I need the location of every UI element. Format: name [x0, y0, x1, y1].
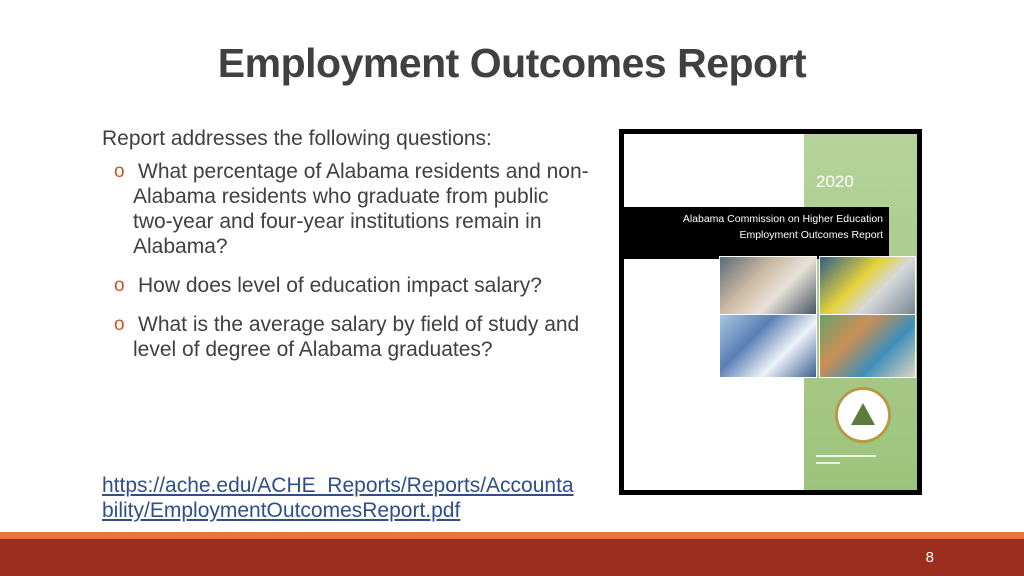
cover-banner [624, 207, 889, 259]
cover-photo-medical [719, 314, 817, 378]
footer-accent-bar [0, 532, 1024, 539]
intro-text: Report addresses the following questions: [102, 127, 492, 150]
bullet-icon: o [114, 161, 125, 182]
bullet-icon: o [114, 314, 125, 335]
cover-photo-classroom [819, 314, 916, 378]
question-list [102, 159, 592, 362]
list-item [114, 312, 590, 362]
list-item [114, 273, 590, 298]
page-number: 8 [925, 549, 934, 566]
cover-photo-workers [819, 256, 916, 320]
question-text: How does level of education impact salary? [138, 274, 542, 297]
question-text: What is the average salary by field of study and level of degree of Alabama graduates? [133, 313, 580, 361]
cover-photo-office [719, 256, 817, 320]
seal-triangle-icon [851, 403, 875, 425]
slide-title: Employment Outcomes Report [217, 40, 807, 86]
cover-banner-line2: Employment Outcomes Report [739, 229, 883, 241]
footer-bar [0, 539, 1024, 576]
report-link[interactable]: https://ache.edu/ACHE_Reports/Reports/Accountability/EmploymentOutcomesReport.pdf [102, 474, 574, 522]
question-text: What percentage of Alabama residents and non-Alabama residents who graduate from public two-year and four-year institutions remain in Alabama? [133, 160, 589, 258]
cover-page [624, 134, 917, 490]
commission-seal-icon [835, 387, 891, 443]
list-item [114, 159, 590, 259]
report-cover-image [619, 129, 922, 495]
cover-banner-line1: Alabama Commission on Higher Education [682, 213, 883, 225]
slide-body [102, 126, 592, 376]
cover-year: 2020 [816, 172, 854, 191]
cover-footnote-graphic [816, 452, 876, 464]
bullet-icon: o [114, 275, 125, 296]
